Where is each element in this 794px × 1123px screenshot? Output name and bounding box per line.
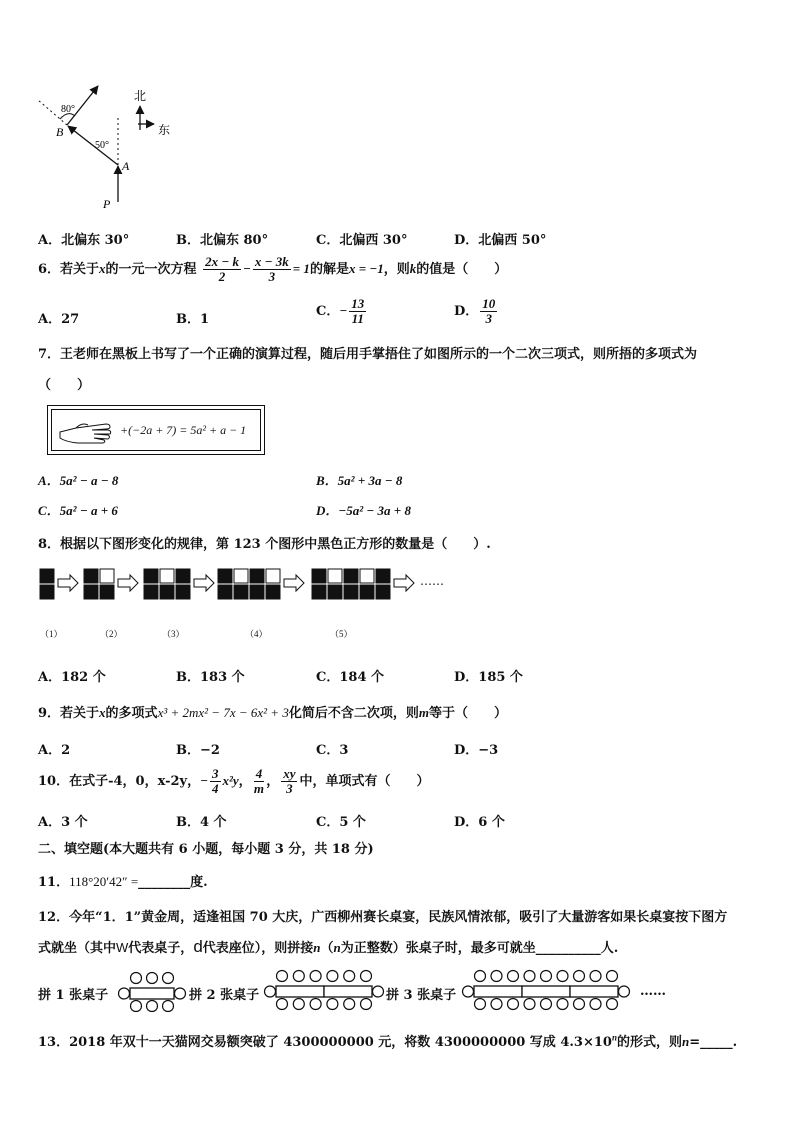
q6-mid: 的一元一次方程 [105, 262, 197, 277]
q13-text: 13．2018 年双十一天猫网交易额突破了 4300000000 元，将数 4300000000 写成 4.3×10 [38, 1035, 612, 1050]
q6-option-a[interactable]: A．27 [38, 312, 80, 327]
table-arrangement-1 [118, 970, 188, 1010]
answer-blank[interactable]: _____ [700, 1035, 733, 1050]
q11-stem [38, 871, 208, 890]
q5-option-a[interactable]: A．北偏东 30° [38, 233, 130, 248]
seat [131, 1001, 142, 1012]
pattern-square [250, 569, 264, 583]
q8-option-a[interactable]: A．182 个 [38, 670, 106, 685]
box-expression: +(−2a + 7) = 5a² + a − 1 [120, 423, 247, 437]
pattern-square [312, 585, 326, 599]
seat [310, 999, 321, 1010]
q6-option-d[interactable] [454, 297, 499, 326]
fraction [480, 297, 497, 326]
pattern-square [376, 585, 390, 599]
seat-symbol: d [193, 937, 203, 956]
equals-one: = 1 [292, 261, 310, 276]
var-n: n [333, 940, 341, 955]
fraction [210, 767, 221, 796]
text: 代表桌子， [128, 941, 194, 956]
pattern-square [100, 569, 114, 583]
seat [574, 999, 585, 1010]
q9-option-c[interactable]: C．3 [316, 743, 349, 758]
q9-option-d[interactable]: D．−3 [454, 743, 499, 758]
q8-option-c[interactable]: C．184 个 [316, 670, 385, 685]
q13-mid: 的形式，则 [616, 1035, 682, 1050]
seat [344, 971, 355, 982]
pattern-square [360, 569, 374, 583]
period: . [732, 1035, 738, 1050]
seat [508, 999, 519, 1010]
seat [373, 986, 384, 997]
point-b-label: B [56, 125, 64, 139]
q9-ask: 等于（ ） [428, 706, 507, 721]
section-title: 二、填空题(本大题共有 6 小题，每小题 3 分，共 18 分) [38, 842, 374, 857]
pattern-square [160, 569, 174, 583]
seat [277, 971, 288, 982]
pattern-square [312, 569, 326, 583]
pattern-square [250, 585, 264, 599]
fraction-denominator: 3 [485, 311, 493, 326]
q7-option-a[interactable] [38, 470, 118, 489]
minus-sign: − [200, 773, 208, 788]
fraction [281, 767, 297, 796]
pattern-square [40, 585, 54, 599]
seat [327, 999, 338, 1010]
minus-sign: − [339, 303, 348, 318]
text: 式就坐（其中 [38, 941, 117, 956]
q6-sol-text: 的解是 [309, 262, 349, 277]
square-pattern-figure [40, 568, 450, 600]
term-tail: x²y [222, 773, 239, 788]
pattern-square [144, 569, 158, 583]
pattern-square [218, 569, 232, 583]
exponent: n [611, 1032, 617, 1043]
fraction-numerator: 13 [351, 296, 365, 311]
seat [265, 986, 276, 997]
pattern-square [266, 585, 280, 599]
pattern-square [360, 585, 374, 599]
seat [327, 971, 338, 982]
q9-after: 化简后不含二次项，则 [288, 706, 419, 721]
table [130, 988, 174, 999]
q9-stem [38, 702, 507, 721]
seat [463, 986, 474, 997]
figure-caption-2: （2） [100, 629, 123, 639]
q5-option-b[interactable]: B．北偏东 80° [176, 233, 269, 248]
seat [541, 971, 552, 982]
pattern-square [176, 569, 190, 583]
seat [590, 971, 601, 982]
q8-ellipsis: …… [420, 574, 444, 588]
fraction-denominator: 3 [268, 269, 276, 284]
text: 为正整数）张桌子时，最多可就坐 [340, 941, 536, 956]
pattern-square [40, 569, 54, 583]
pattern-square [144, 585, 158, 599]
text: （ [320, 941, 334, 956]
option-text: D．−5a² − 3a + 8 [316, 503, 411, 518]
q7-expression-box [47, 405, 265, 455]
q8-stem: 8．根据以下图形变化的规律，第 123 个图形中黑色正方形的数量是（ ）. [38, 537, 491, 552]
q7-stem: 7．王老师在黑板上书写了一个正确的演算过程，随后用手掌捂住了如图所示的一个二次三项式，则所捂的多项式为 [38, 347, 698, 362]
fraction-denominator: m [253, 781, 264, 796]
arrangement-label-1: 拼 1 张桌子 [38, 988, 109, 1003]
q10-option-b[interactable]: B．4 个 [176, 815, 227, 830]
seat [361, 999, 372, 1010]
q5-option-c[interactable]: C．北偏西 30° [316, 233, 408, 248]
var-m: m [418, 705, 429, 720]
arrangement-ellipsis: …… [640, 984, 666, 999]
figure-caption-3: （3） [162, 629, 185, 639]
seat [491, 971, 502, 982]
seat [163, 973, 174, 984]
pattern-square [344, 585, 358, 599]
option-label: D． [454, 304, 479, 319]
option-text: C．5a² − a + 6 [38, 503, 118, 518]
pattern-square [328, 569, 342, 583]
pattern-arrow [58, 575, 78, 591]
figure-caption-1: （1） [40, 629, 63, 639]
seat [541, 999, 552, 1010]
pattern-square [84, 585, 98, 599]
seat [524, 999, 535, 1010]
separator: ， [266, 774, 280, 789]
q10-option-d[interactable]: D．6 个 [454, 815, 505, 830]
pattern-square [100, 585, 114, 599]
q9-option-a[interactable]: A．2 [38, 743, 71, 758]
var-n: n [681, 1034, 690, 1049]
seat [293, 999, 304, 1010]
q12-line-2 [38, 937, 618, 957]
seat [607, 971, 618, 982]
q7-paren: （ ） [38, 378, 91, 393]
pattern-arrow [284, 575, 304, 591]
angle-expression: 118°20′42″ = [69, 874, 139, 889]
solution: x = −1 [348, 261, 384, 276]
option-text: B．5a² + 3a − 8 [316, 473, 403, 488]
table [522, 986, 570, 997]
option-label: C． [316, 304, 340, 319]
fraction [254, 767, 265, 796]
q9-option-b[interactable]: B．−2 [176, 743, 220, 758]
pattern-square [266, 569, 280, 583]
fraction-numerator: 3 [212, 766, 219, 781]
q11-tail: 度. [190, 875, 208, 890]
pattern-square [328, 585, 342, 599]
seat [361, 971, 372, 982]
pattern-square [84, 569, 98, 583]
q7-option-c[interactable] [38, 500, 118, 519]
q10-prefix: 10．在式子-4，0，x-2y， [38, 774, 201, 789]
option-text: A．5a² − a − 8 [38, 473, 119, 488]
table [570, 986, 618, 997]
pattern-arrow [394, 575, 414, 591]
q10-suffix: 中，单项式有（ ） [299, 774, 430, 789]
q6-stem [38, 255, 507, 284]
seat [163, 1001, 174, 1012]
fraction-denominator: 2 [218, 269, 226, 284]
seat [277, 999, 288, 1010]
q6-ask: 的值是（ ） [416, 262, 508, 277]
var-x: x [99, 705, 106, 720]
seat [310, 971, 321, 982]
minus-sign: − [242, 261, 251, 276]
text: 代表座位），则拼接 [202, 941, 314, 956]
seat [119, 988, 130, 999]
table [276, 986, 324, 997]
q8-option-b[interactable]: B．183 个 [176, 670, 245, 685]
fraction-denominator: 11 [351, 311, 364, 326]
pattern-square [160, 585, 174, 599]
seat [475, 971, 486, 982]
seat [175, 988, 186, 999]
table-arrangement-3 [462, 968, 642, 1010]
direction-figure [30, 80, 200, 210]
equals: = [689, 1035, 701, 1050]
pattern-square [344, 569, 358, 583]
figure-caption-4: （4） [245, 629, 268, 639]
q13-stem [38, 1031, 737, 1050]
q7-option-d[interactable] [316, 500, 411, 519]
seat [131, 973, 142, 984]
seat [508, 971, 519, 982]
q6-option-b[interactable]: B．1 [176, 312, 210, 327]
pattern-square [376, 569, 390, 583]
pattern-arrow [118, 575, 138, 591]
angle-50-label: 50° [95, 140, 109, 151]
fraction-numerator: 4 [255, 766, 263, 781]
separator: ， [238, 774, 252, 789]
seat [147, 973, 158, 984]
fraction [253, 255, 291, 284]
q12-line-1: 12．今年“1．1”黄金周，适逢祖国 70 大庆，广西柳州赛长桌宴，民族风情浓郁，吸引了大量游客如果长桌宴按下图方 [38, 910, 728, 925]
east-label: 东 [158, 123, 171, 137]
seat [491, 999, 502, 1010]
seat [147, 1001, 158, 1012]
seat [619, 986, 630, 997]
var-x: x [99, 261, 106, 276]
q5-option-d[interactable]: D．北偏西 50° [454, 233, 547, 248]
answer-blank[interactable]: __________ [535, 941, 601, 956]
figure-caption-5: （5） [330, 629, 353, 639]
seat [607, 999, 618, 1010]
answer-blank[interactable]: ________ [138, 875, 191, 890]
seat [344, 999, 355, 1010]
q10-option-a[interactable]: A．3 个 [38, 815, 88, 830]
table [474, 986, 522, 997]
var-k: k [409, 261, 417, 276]
seat [557, 971, 568, 982]
fraction-numerator: xy [283, 766, 296, 781]
seat [524, 971, 535, 982]
q6-option-c[interactable] [316, 297, 368, 326]
fraction-numerator: 2x − k [205, 254, 239, 269]
table-symbol: W [116, 940, 129, 955]
seat [475, 999, 486, 1010]
seat [590, 999, 601, 1010]
pattern-square [234, 569, 248, 583]
hand-icon [58, 416, 118, 446]
fraction-denominator: 3 [286, 781, 293, 796]
text: 人. [600, 941, 619, 956]
pattern-square [176, 585, 190, 599]
q11-number: 11． [38, 875, 70, 890]
point-a-label: A [122, 159, 130, 173]
polynomial: x³ + 2mx² − 7x − 6x² + 3 [157, 705, 289, 720]
seat [574, 971, 585, 982]
q7-option-b[interactable] [316, 470, 402, 489]
fraction-denominator: 4 [212, 781, 219, 796]
q10-option-c[interactable]: C．5 个 [316, 815, 366, 830]
pattern-arrow [194, 575, 214, 591]
arrangement-label-3: 拼 3 张桌子 [386, 988, 457, 1003]
table-arrangement-2 [264, 968, 384, 1010]
point-p-label: P [103, 197, 111, 211]
q9-prefix: 9．若关于 [38, 706, 100, 721]
pattern-square [218, 585, 232, 599]
seat [557, 999, 568, 1010]
fraction [203, 255, 241, 284]
q6-prefix: 6．若关于 [38, 262, 100, 277]
seat [293, 971, 304, 982]
q10-stem [38, 766, 430, 797]
arrangement-label-2: 拼 2 张桌子 [189, 988, 260, 1003]
q6-then: ，则 [383, 262, 410, 277]
angle-80-label: 80° [61, 104, 75, 115]
north-label: 北 [134, 89, 147, 103]
q8-option-d[interactable]: D．185 个 [454, 670, 523, 685]
fraction [349, 297, 366, 326]
fraction-numerator: x − 3k [254, 254, 289, 269]
q9-mid: 的多项式 [105, 706, 158, 721]
table [324, 986, 372, 997]
var-n: n [313, 940, 321, 955]
fraction-numerator: 10 [482, 296, 496, 311]
pattern-square [234, 585, 248, 599]
